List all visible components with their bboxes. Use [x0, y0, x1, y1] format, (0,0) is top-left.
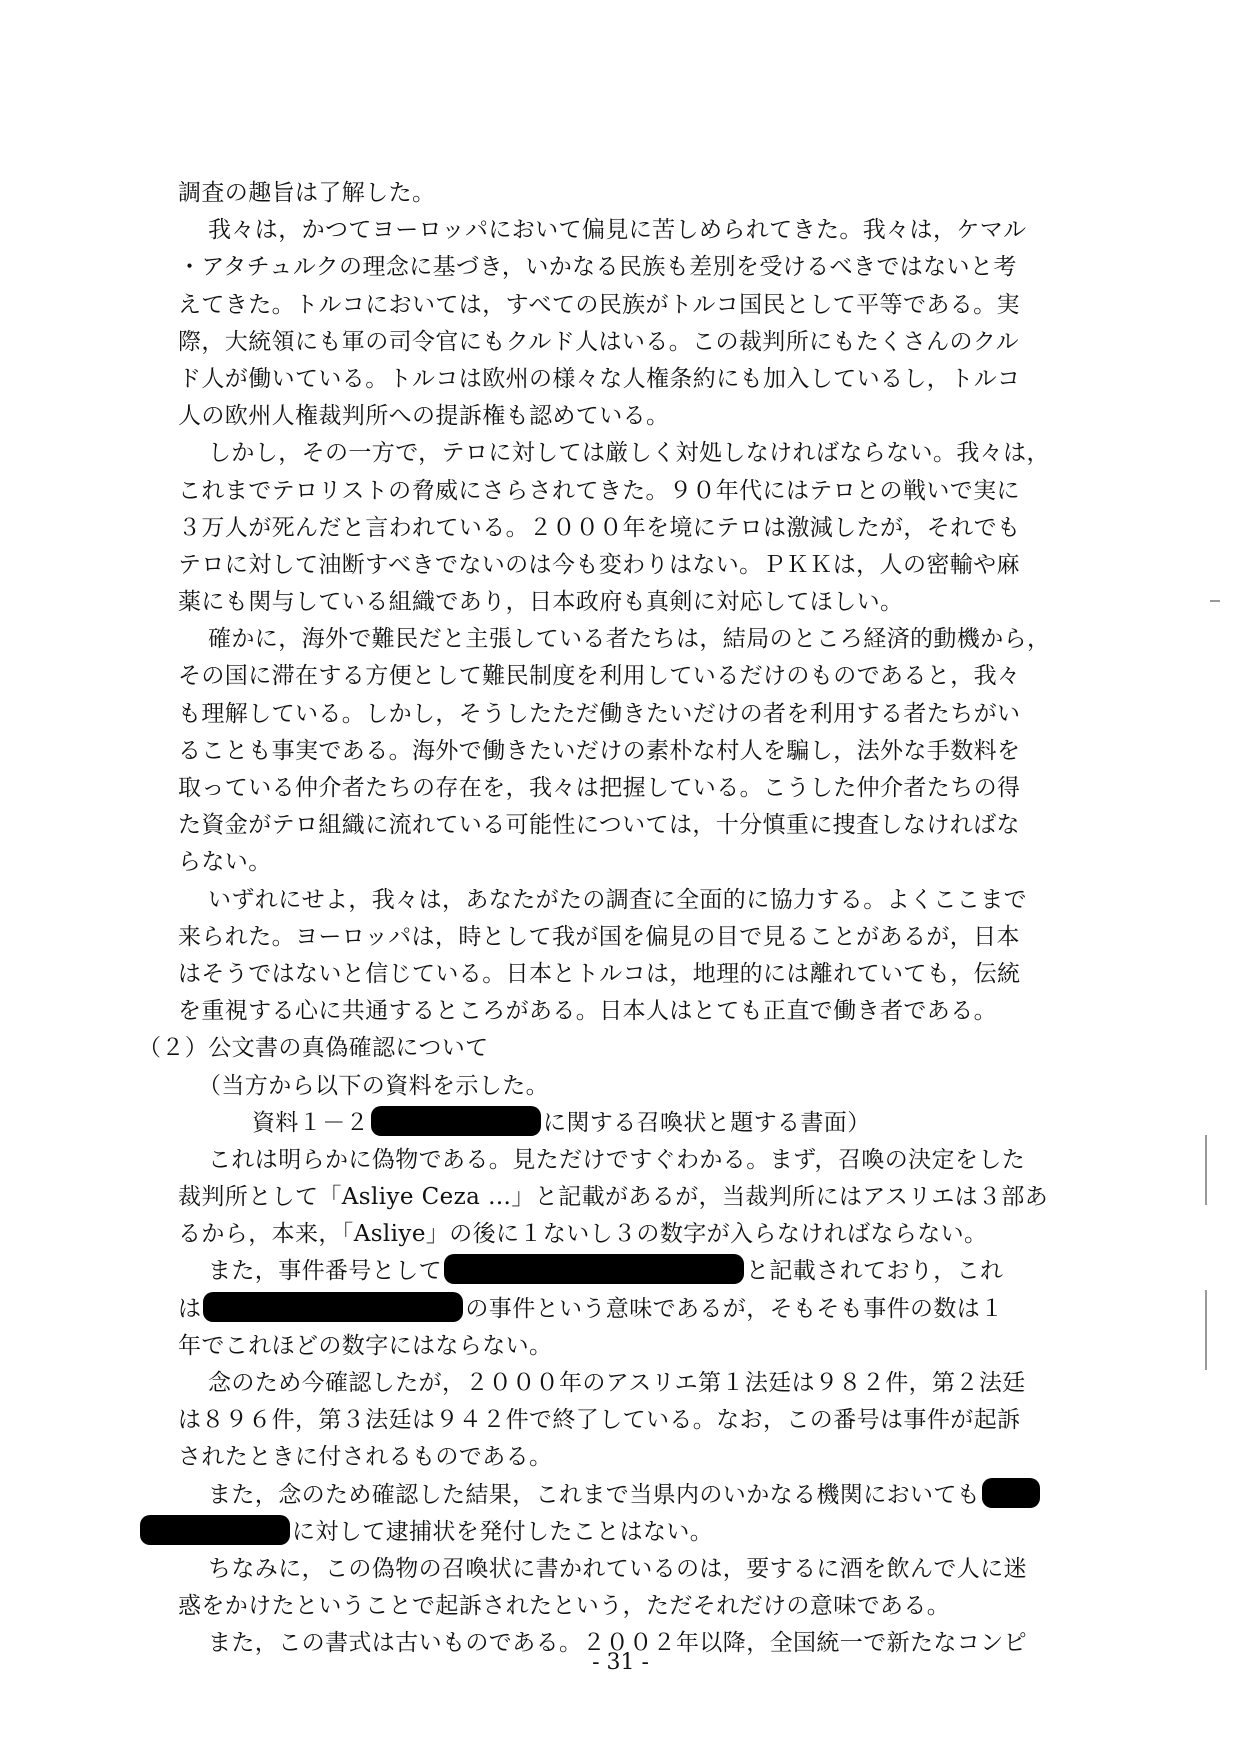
text-line: ることも事実である。海外で働きたいだけの素朴な村人を騙し，法外な手数料を — [178, 737, 1021, 764]
body-text — [138, 175, 1058, 1663]
text-line: 際，大統領にも軍の司令官にもクルド人はいる。この裁判所にもたくさんのクル — [178, 328, 1020, 355]
text-line: 人の欧州人権裁判所への提訴権も認めている。 — [178, 403, 670, 430]
redaction-bar — [140, 1515, 290, 1545]
section-heading: （２）公文書の真偽確認について — [138, 1035, 489, 1062]
text-line: は８９６件，第３法廷は９４２件で終了している。なお，この番号は事件が起訴 — [178, 1407, 1021, 1434]
text-line: いずれにせよ，我々は，あなたがたの調査に全面的に協力する。よくここまで — [208, 886, 1027, 913]
text-line: テロに対して油断すべきでないのは今も変わりはない。ＰＫＫは，人の密輸や麻 — [178, 551, 1020, 578]
text-line: 薬にも関与している組織であり，日本政府も真剣に対応してほしい。 — [178, 589, 904, 616]
text-line: るから，本来，「Asliye」の後に１ないし３の数字が入らなければならない。 — [178, 1221, 988, 1248]
text-line: も理解している。しかし，そうしたただ働きたいだけの者を利用する者たちがい — [178, 700, 1021, 727]
text-line: また，この書式は古いものである。２００２年以降，全国統一で新たなコンピ — [208, 1630, 1027, 1657]
exhibit-label: 資料１－２ — [252, 1109, 369, 1136]
text-line: を重視する心に共通するところがある。日本人はとても正直で働き者である。 — [178, 998, 997, 1025]
page-number: - 31 - — [592, 1650, 649, 1675]
scan-mark — [1205, 1135, 1207, 1205]
text-line: 念のため今確認したが，２０００年のアスリエ第１法廷は９８２件，第２法廷 — [208, 1370, 1026, 1396]
text-line: 資料１－２ に関する召喚状と題する書面） — [178, 1105, 1058, 1142]
redaction-bar — [444, 1254, 744, 1284]
text-line: 裁判所として「Asliye Ceza …」と記載があるが，当裁判所にはアスリエは３部あ — [178, 1184, 1049, 1211]
text-line: また，念のため確認した結果，これまで当県内のいかなる機関においても — [178, 1477, 1058, 1514]
text-line: えてきた。トルコにおいては，すべての民族がトルコ国民として平等である。実 — [178, 291, 1020, 318]
text-line: （当方から以下の資料を示した。 — [198, 1072, 549, 1099]
text-line: これは明らかに偽物である。見ただけですぐわかる。まず，召喚の決定をした — [208, 1146, 1026, 1173]
text-line: その国に滞在する方便として難民制度を利用しているだけのものであると，我々 — [178, 663, 1021, 690]
text-line: 確かに，海外で難民だと主張している者たちは，結局のところ経済的動機から， — [208, 626, 1051, 653]
text-line: 惑をかけたということで起訴されたという，ただそれだけの意味である。 — [178, 1593, 951, 1620]
text-line: ３万人が死んだと言われている。２０００年を境にテロは激減したが，それでも — [178, 514, 1021, 541]
text-line: はそうではないと信じている。日本とトルコは，地理的には離れていても，伝統 — [178, 960, 1021, 987]
scan-mark — [1210, 600, 1220, 602]
text-line: は の事件という意味であるが，そもそも事件の数は１ — [178, 1291, 1058, 1328]
text-line: らない。 — [178, 849, 272, 876]
text-line: ・アタチュルクの理念に基づき，いかなる民族も差別を受けるべきではないと考 — [178, 254, 1017, 281]
text-line: されたときに付されるものである。 — [178, 1444, 553, 1471]
redaction-bar — [982, 1478, 1040, 1508]
text-line: 年でこれほどの数字にはならない。 — [178, 1332, 553, 1359]
text-line: これまでテロリストの脅威にさらされてきた。９０年代にはテロとの戦いで実に — [178, 477, 1020, 504]
scan-mark — [1205, 1290, 1207, 1370]
text-line: 我々は，かつてヨーロッパにおいて偏見に苦しめられてきた。我々は，ケマル — [208, 217, 1027, 244]
text-line: また，事件番号として と記載されており，これ — [178, 1253, 1058, 1290]
text-line: た資金がテロ組織に流れている可能性については，十分慎重に捜査しなければな — [178, 812, 1020, 839]
redaction-bar — [371, 1106, 541, 1136]
text-line: ちなみに，この偽物の召喚状に書かれているのは，要するに酒を飲んで人に迷 — [208, 1555, 1027, 1582]
text-line: 来られた。ヨーロッパは，時として我が国を偏見の目で見ることがあるが，日本 — [178, 923, 1020, 950]
text-line: 取っている仲介者たちの存在を，我々は把握している。こうした仲介者たちの得 — [178, 775, 1021, 801]
text-line: 調査の趣旨は了解した。 — [178, 180, 436, 206]
text-line: しかし，その一方で，テロに対しては厳しく対処しなければならない。我々は， — [208, 440, 1050, 467]
text-line: ド人が働いている。トルコは欧州の様々な人権条約にも加入しているし，トルコ — [178, 365, 1021, 392]
text-line: に対して逮捕状を発付したことはない。 — [138, 1514, 1058, 1551]
redaction-bar — [203, 1292, 463, 1322]
